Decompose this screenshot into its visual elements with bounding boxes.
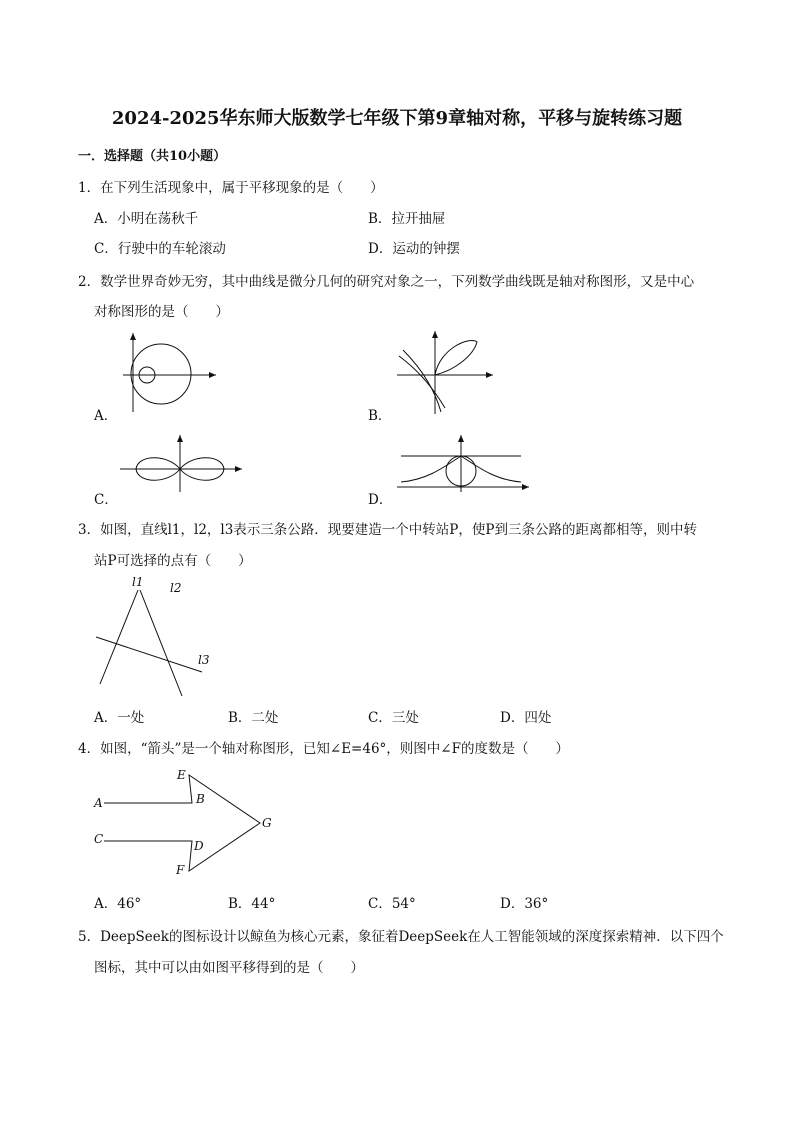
q1-option-d[interactable]: D．运动的钟摆 — [368, 241, 460, 257]
q3-option-d[interactable]: D．四处 — [500, 710, 552, 726]
q4-label-a: A — [94, 796, 103, 810]
q4-label-b: B — [196, 792, 205, 806]
q4-option-c[interactable]: C．54° — [368, 896, 416, 912]
q2-figure-a — [118, 330, 218, 415]
q2-label-c[interactable]: C． — [94, 492, 118, 508]
q2-stem-line1: 2．数学世界奇妙无穷，其中曲线是微分几何的研究对象之一，下列数学曲线既是轴对称图形，又是中心 — [78, 274, 695, 290]
q5-stem-line1: 5．DeepSeek的图标设计以鲸鱼为核心元素，象征着DeepSeek在人工智能领域的深度探索精神．以下四个 — [78, 929, 724, 945]
q4-option-b[interactable]: B．44° — [228, 896, 276, 912]
q2-stem-line2: 对称图形的是（ ） — [94, 304, 229, 320]
page-title: 2024-2025华东师大版数学七年级下第9章轴对称，平移与旋转练习题 — [111, 108, 683, 129]
q3-option-a[interactable]: A．一处 — [94, 710, 145, 726]
q4-option-a[interactable]: A．46° — [94, 896, 142, 912]
q4-figure — [92, 766, 277, 881]
q3-label-l3: l3 — [198, 653, 210, 667]
q3-option-b[interactable]: B．二处 — [228, 710, 279, 726]
q2-label-b[interactable]: B． — [368, 408, 392, 424]
q1-stem: 1．在下列生活现象中，属于平移现象的是（ ） — [78, 180, 384, 196]
q2-figure-d — [395, 432, 535, 494]
q3-stem-line2: 站P可选择的点有（ ） — [94, 553, 252, 569]
q4-label-e: E — [177, 768, 186, 782]
q3-label-l1: l1 — [132, 575, 144, 589]
q4-stem: 4．如图，“箭头”是一个轴对称图形，已知∠E=46°，则图中∠F的度数是（ ） — [78, 741, 569, 757]
q3-label-l2: l2 — [170, 581, 182, 595]
q5-stem-line2: 图标，其中可以由如图平移得到的是（ ） — [94, 960, 364, 976]
q4-label-f: F — [176, 863, 185, 877]
q3-option-c[interactable]: C．三处 — [368, 710, 419, 726]
q4-label-c: C — [94, 832, 104, 846]
section-heading: 一．选择题（共10小题） — [78, 149, 227, 164]
q2-label-a[interactable]: A． — [94, 408, 118, 424]
q2-label-d[interactable]: D． — [368, 492, 393, 508]
q3-stem-line1: 3．如图，直线l1，l2，l3表示三条公路．现要建造一个中转站P，使P到三条公路的距离都相等，则中转 — [78, 522, 697, 538]
q1-option-a[interactable]: A．小明在荡秋千 — [94, 211, 199, 227]
q1-option-b[interactable]: B．拉开抽屉 — [368, 211, 446, 227]
q2-figure-b — [395, 328, 495, 416]
q4-label-g: G — [262, 816, 272, 830]
q4-option-d[interactable]: D．36° — [500, 896, 549, 912]
q4-label-d: D — [194, 839, 204, 853]
q3-figure — [92, 572, 217, 697]
q2-figure-c — [118, 432, 248, 494]
q1-option-c[interactable]: C．行驶中的车轮滚动 — [94, 241, 226, 257]
